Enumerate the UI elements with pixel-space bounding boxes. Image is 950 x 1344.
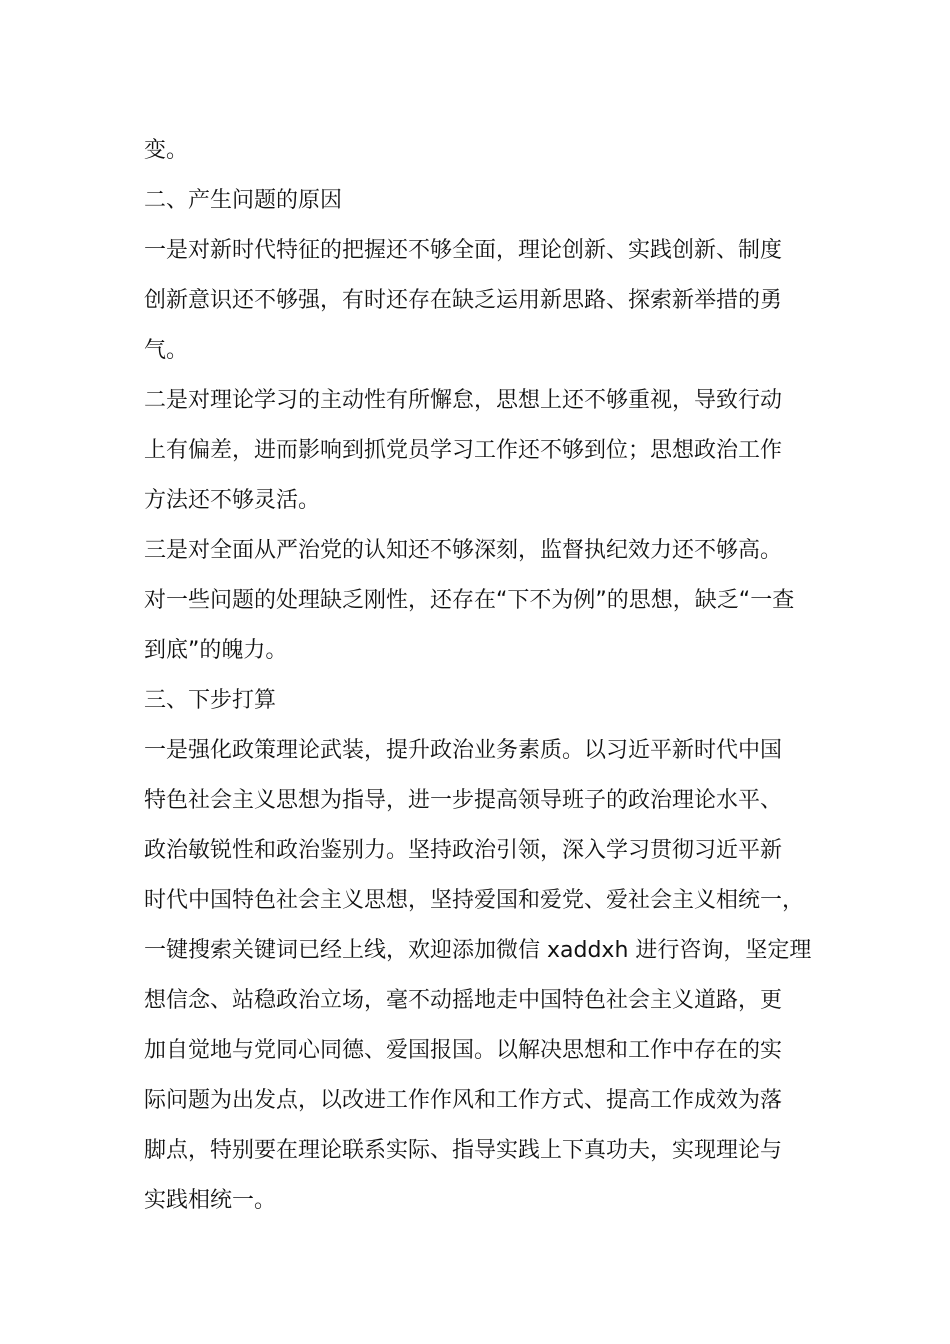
text-line: 上有偏差，进而影响到抓党员学习工作还不够到位；思想政治工作: [144, 438, 783, 463]
text-line: 想信念、站稳政治立场，毫不动摇地走中国特色社会主义道路，更: [144, 988, 783, 1013]
text-line: 到底”的魄力。: [144, 638, 288, 663]
text-line: 方法还不够灵活。: [144, 488, 321, 513]
document-body: [144, 126, 824, 1226]
text-line: 三是对全面从严治党的认知还不够深刻，监督执纪效力还不够高。: [144, 538, 783, 563]
section-heading-next-steps: 三、下步打算: [144, 688, 277, 713]
text-line: 政治敏锐性和政治鉴别力。坚持政治引领，深入学习贯彻习近平新: [144, 838, 783, 863]
text-line: 变。: [144, 138, 189, 163]
text-line: 际问题为出发点，以改进工作作风和工作方式、提高工作成效为落: [144, 1088, 783, 1113]
text-line: 气。: [144, 338, 189, 363]
text-line: 二是对理论学习的主动性有所懈怠，思想上还不够重视，导致行动: [144, 388, 783, 413]
text-line: 特色社会主义思想为指导，进一步提高领导班子的政治理论水平、: [144, 788, 783, 813]
text-line: 脚点，特别要在理论联系实际、指导实践上下真功夫，实现理论与: [144, 1138, 783, 1163]
text-line: 实践相统一。: [144, 1188, 277, 1213]
text-line: 一是强化政策理论武装，提升政治业务素质。以习近平新时代中国: [144, 738, 783, 763]
text-line: 一是对新时代特征的把握还不够全面，理论创新、实践创新、制度: [144, 238, 783, 263]
text-line: 创新意识还不够强，有时还存在缺乏运用新思路、探索新举措的勇: [144, 288, 783, 313]
text-line: 加自觉地与党同心同德、爱国报国。以解决思想和工作中存在的实: [144, 1038, 783, 1063]
text-line: 对一些问题的处理缺乏刚性，还存在“下不为例”的思想，缺乏“一查: [144, 588, 795, 613]
text-line: 一键搜索关键词已经上线，欢迎添加微信 xaddxh 进行咨询，坚定理: [144, 938, 812, 963]
section-heading-causes: 二、产生问题的原因: [144, 188, 343, 213]
text-line: 时代中国特色社会主义思想，坚持爱国和爱党、爱社会主义相统一，: [144, 888, 805, 913]
